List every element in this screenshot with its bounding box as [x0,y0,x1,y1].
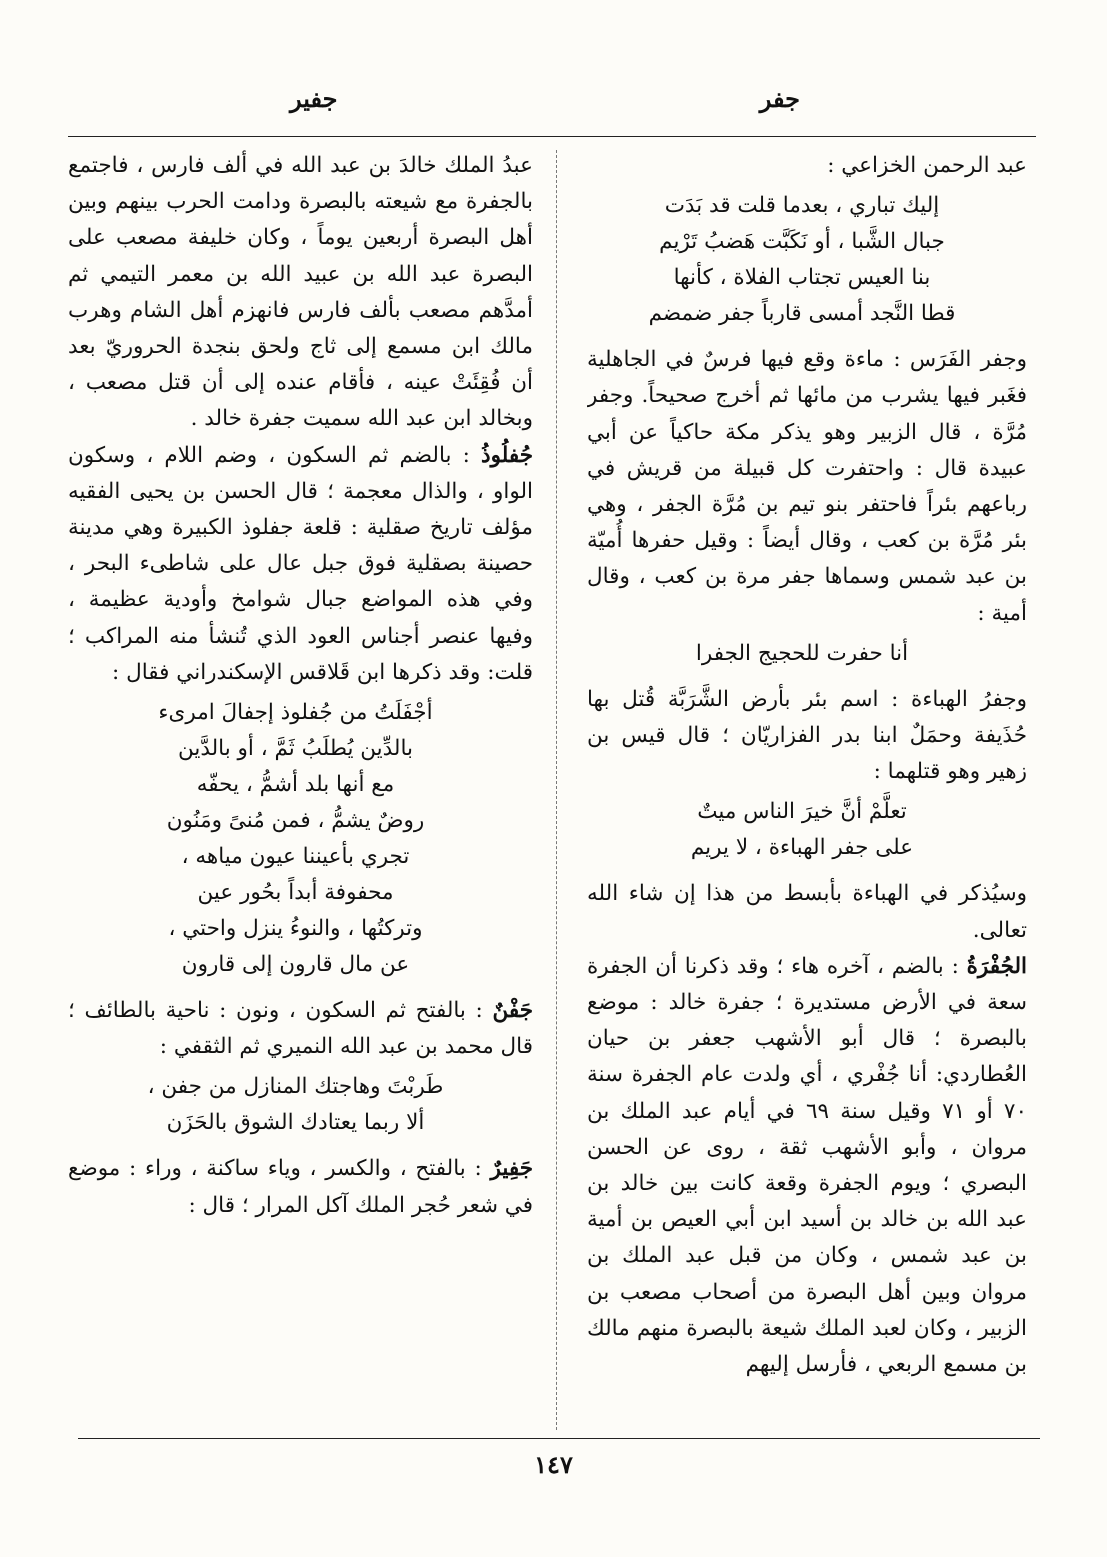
paragraph: وسيُذكر في الهباءة بأبسط من هذا إن شاء الله تعالى. [587,881,1027,943]
verse-line: أنا حفرت للحجيج الجفرا [695,640,909,666]
header-word-right: جفر [759,84,800,113]
paragraph: عبدُ الملك خالدَ بن عبد الله في ألف فارس ، فاجتمع بالجفرة مع شيعته بالبصرة ودامت الحرب بينهم وبين أهل البصرة أربعين يوماً ، وكان خليفة مصعب على البصرة عبد الله بن عبيد الله بن معمر التيمي ثم أمدَّهم مصعب بألف فارس فانهزم أهل الشام وهرب مالك ابن مسمع إلى ثاج ولحق بنجدة الحروريّ بعد أن فُقِئَتْ عينه ، فأقام عنده إلى أن قتل مصعب ، وبخالد ابن عبد الله سميت جفرة خالد . [68,153,533,432]
top-rule [68,136,1036,137]
verse-line: محفوفة أبداً بحُور عين [197,880,394,906]
entry-paragraph [587,949,1027,1383]
column-divider [556,150,557,1430]
page-number: ١٤٧ [534,1450,573,1479]
verse-line: تجري بأعيننا عيون مياهه ، [181,844,410,870]
verse-line: روضٌ يشمُّ ، فمن مُنىً ومَنُون [166,808,425,834]
entry-paragraph [68,993,533,1065]
entry-paragraph [68,438,533,691]
verse-line: أجْفَلَتُ من جُفلوذ إجفالَ امرىء [158,700,433,726]
verse-line: على جفر الهباءة ، لا يريم [690,835,914,861]
entry-paragraph [68,1151,533,1223]
verse-line: بنا العيس تجتاب الفلاة ، كأنها [673,265,931,291]
verse-line: عن مال قارون إلى قارون [181,952,410,978]
entry-text: : بالفتح ، والكسر ، وياء ساكنة ، وراء : موضع في شعر حُجر الملك آكل المرار ؛ قال : [68,1156,533,1218]
entry-headword: الجُفْرَةُ [966,953,1027,979]
verse-block [587,794,1027,866]
entry-text: : بالضم ثم السكون ، وضم اللام ، وسكون الواو ، والذال معجمة ؛ قال الحسن بن يحيى الفقيه مؤلف تاريخ صقلية : قلعة جفلوذ الكبيرة وهي مدينة حصينة بصقلية فوق جبل عال على شاطىء البحر ، وفي هذه المواضع جبال شوامخ وأودية عظيمة ، وفيها عنصر أجناس العود الذي تُنشأ منه المراكب ؛ قلت: وقد ذكرها ابن قَلاقس الإسكندراني فقال : [68,442,533,685]
paragraph: وجفرُ الهباءة : اسم بئر بأرض الشَّرَبَّة قُتل بها حُذَيفة وحمَلٌ ابنا بدر الفزاريّان ؛ قال قيس بن زهير وهو قتلهما : [587,686,1027,785]
verse-line: قطا النَّجد أمسى قارباً جفر ضمضم [648,301,956,327]
verse-line: جبال الشَّبا ، أو نَكَبَّت هَضبُ تَرْيم [659,229,945,255]
verse-line: تعلَّمْ أنَّ خيرَ الناس ميتٌ [697,799,907,825]
verse-line: ألا ربما يعتادك الشوق بالحَزَن [166,1110,425,1136]
verse-line: مع أنها بلد أشمُّ ، يحفّه [196,772,395,798]
verse-line: وتركتُها ، والنوءُ ينزل واحتي ، [168,916,423,942]
verse-block [68,1069,533,1141]
entry-headword: جَفْنٌ [492,998,533,1024]
right-column [587,148,1027,1428]
verse-line: بالدِّين يُطلَبُ ثَمَّ ، أو بالدَّين [177,736,414,762]
verse-block [587,636,1027,672]
entry-headword: جُفلُوذُ [481,442,533,468]
left-column [68,148,533,1428]
entry-text: : بالضم ، آخره هاء ؛ وقد ذكرنا أن الجفرة سعة في الأرض مستديرة ؛ جفرة خالد : موضع بالبصرة ؛ قال أبو الأشهب جعفر بن حيان العُطاردي: أنا جُفْري ، أي ولدت عام الجفرة سنة ٧٠ أو ٧١ وقيل سنة ٦٩ في أيام عبد الملك بن مروان ، وأبو الأشهب ثقة ، روى عن الحسن البصري ؛ ويوم الجفرة وقعة كانت بين خالد بن عبد الله بن خالد بن أسيد ابن أبي العيص بن أمية بن عبد شمس ، وكان من قبل عبد الملك بن مروان وبين أهل البصرة من أصحاب مصعب بن الزبير ، وكان لعبد الملك شيعة بالبصرة منهم مالك بن مسمع الربعي ، فأرسل إليهم [587,953,1027,1378]
page-header [60,84,1050,124]
verse-block [68,695,533,983]
bottom-rule [78,1438,1040,1439]
entry-text: : بالفتح ثم السكون ، ونون : ناحية بالطائف ؛ قال محمد بن عبد الله النميري ثم الثقفي : [68,998,533,1060]
verse-line: طَربْتَ وهاجتك المنازل من جفن ، [147,1074,444,1100]
verse-line: إليك تباري ، بعدما قلت قد بَدَت [664,193,940,219]
header-word-left: جفير [290,84,338,113]
verse-block [587,188,1027,332]
paragraph: وجفر الفَرَس : ماءة وقع فيها فرسٌ في الجاهلية فغَبر فيها يشرب من مائها ثم أخرج صحيحاً. وجفر مُرَّة ، قال الزبير وهو يذكر مكة حاكياً عن أبي عبيدة قال : واحتفرت كل قبيلة من قريش في رباعهم بئراً فاحتفر بنو تيم بن مُرَّة الجفر ، وهي بئر مُرَّة بن كعب ، وقال أيضاً : وقيل حفرها أُميّة بن عبد شمس وسماها جفر مرة بن كعب ، وقال أمية : [587,347,1027,626]
entry-headword: جَفِيرٌ [490,1156,533,1182]
paragraph: عبد الرحمن الخزاعي : [827,153,1027,178]
